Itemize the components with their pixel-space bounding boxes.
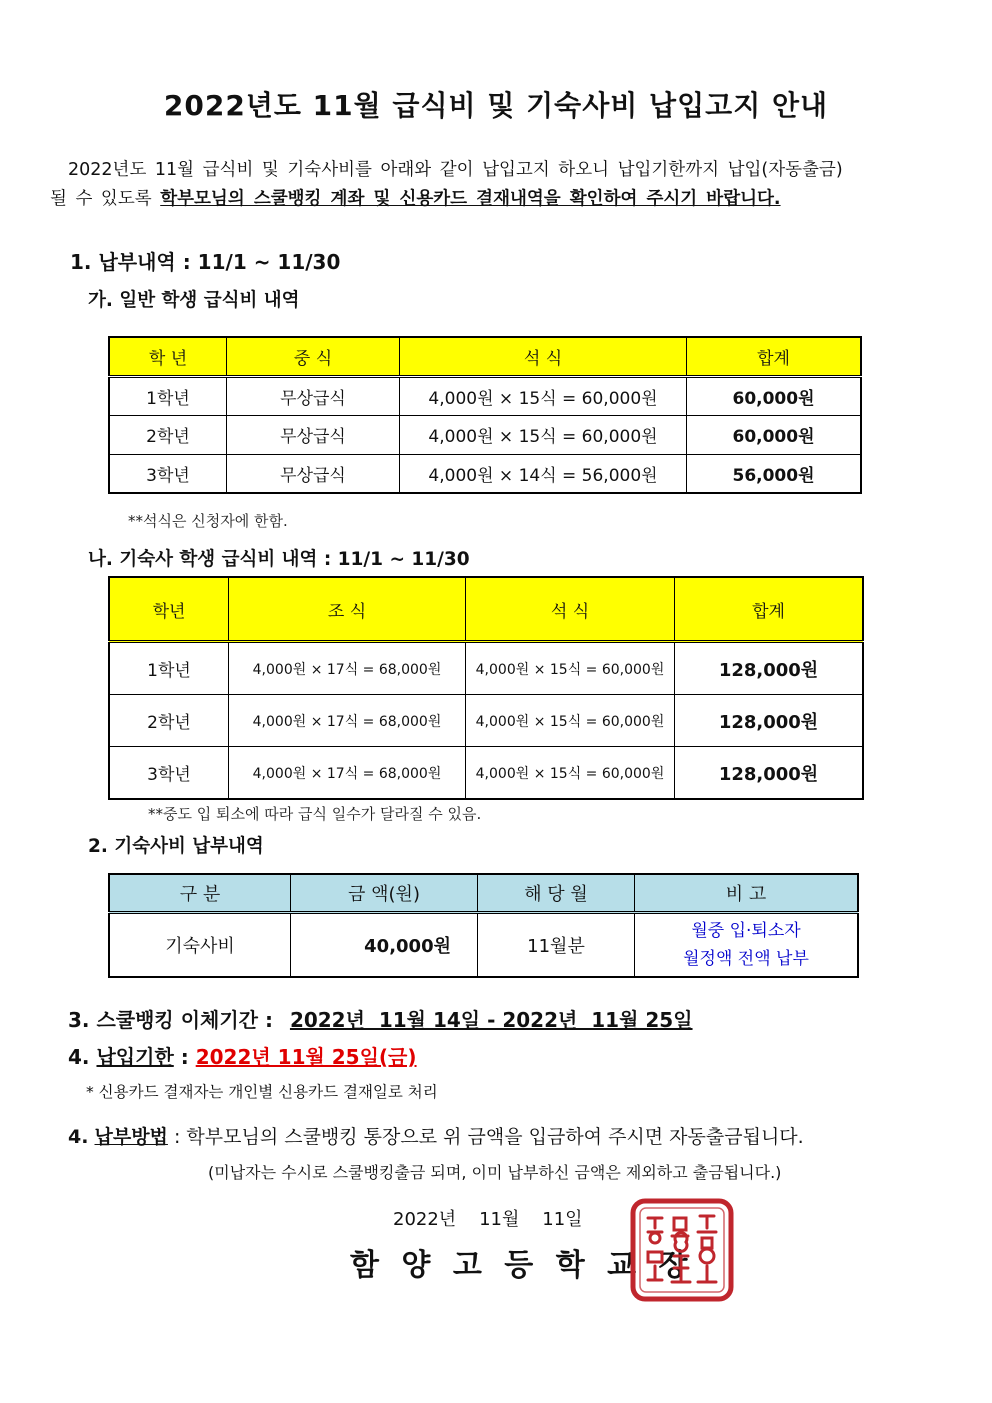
total-cell: 60,000원: [687, 415, 862, 454]
total-cell: 128,000원: [675, 642, 864, 695]
dorm-fee-table: [108, 873, 859, 978]
dinner-cell: 4,000원 × 15식 = 60,000원: [466, 642, 675, 695]
dorm-fee-header-row: [109, 874, 858, 913]
intro-line-1: 2022년도 11월 급식비 및 기숙사비를 아래와 같이 납입고지 하오니 납입기한까지 납입(자동출금): [68, 160, 843, 180]
lunch-cell: 무상급식: [227, 415, 400, 454]
header-total: 합계: [675, 577, 864, 642]
general-meal-table: [108, 336, 862, 494]
deadline-value: 2022년 11월 25일(금): [195, 1045, 417, 1069]
grade-cell: 3학년: [109, 747, 229, 800]
intro-line-2: [50, 185, 950, 214]
category-cell: 기숙사비: [109, 913, 291, 978]
header-lunch: 중 식: [227, 337, 400, 376]
lunch-cell: 무상급식: [227, 376, 400, 415]
amount-cell: 40,000원: [291, 913, 478, 978]
transfer-period-value: 2022년 11월 14일 - 2022년 11월 25일: [289, 1008, 693, 1032]
dinner-cell: 4,000원 × 15식 = 60,000원: [466, 747, 675, 800]
total-cell: 128,000원: [675, 695, 864, 747]
header-amount: 금 액(원): [291, 874, 478, 913]
transfer-period-label: 3. 스쿨뱅킹 이체기간 :: [68, 1008, 273, 1032]
total-cell: 128,000원: [675, 747, 864, 800]
header-dinner: 석 식: [466, 577, 675, 642]
card-payment-note: * 신용카드 결재자는 개인별 신용카드 결재일로 처리: [86, 1083, 438, 1101]
intro-paragraph: [50, 156, 950, 214]
remark-line-1: 월중 입·퇴소자: [691, 921, 801, 941]
document-title: 2022년도 11월 급식비 및 기숙사비 납입고지 안내: [163, 89, 829, 122]
header-total: 합계: [687, 337, 862, 376]
unpaid-note: (미납자는 수시로 스쿨뱅킹출금 되며, 이미 납부하신 금액은 제외하고 출금됩니다.): [208, 1163, 782, 1182]
month-cell: 11월분: [478, 913, 635, 978]
general-meal-header-row: [109, 337, 861, 376]
section4-line: [68, 1041, 417, 1070]
intro-line-2-prefix: 될 수 있도록: [50, 189, 161, 209]
breakfast-cell: 4,000원 × 17식 = 68,000원: [229, 642, 466, 695]
grade-cell: 1학년: [109, 642, 229, 695]
table-row: [109, 642, 863, 695]
header-grade: 학년: [109, 577, 229, 642]
dinner-cell: 4,000원 × 14식 = 56,000원: [400, 454, 687, 493]
total-cell: 60,000원: [687, 376, 862, 415]
grade-cell: 1학년: [109, 376, 227, 415]
dorm-meal-table: [108, 576, 864, 800]
grade-cell: 2학년: [109, 695, 229, 747]
header-dinner: 석 식: [400, 337, 687, 376]
section1-sub-a: 가. 일반 학생 급식비 내역: [88, 290, 300, 311]
dinner-cell: 4,000원 × 15식 = 60,000원: [466, 695, 675, 747]
dinner-cell: 4,000원 × 15식 = 60,000원: [400, 415, 687, 454]
section5-line: [68, 1122, 804, 1149]
header-remark: 비 고: [635, 874, 859, 913]
table-row: [109, 747, 863, 800]
table-row: [109, 454, 861, 493]
section2-heading: 2. 기숙사비 납부내역: [88, 836, 264, 857]
remark-cell: [635, 913, 859, 978]
section3-line: [68, 1004, 693, 1033]
school-seal-stamp: [628, 1196, 736, 1304]
note-meal-days: **중도 입 퇴소에 따라 급식 일수가 달라질 수 있음.: [148, 805, 482, 823]
table-row: [109, 415, 861, 454]
issue-date: 2022년 11월 11일: [393, 1209, 583, 1230]
section1-sub-b: 나. 기숙사 학생 급식비 내역 : 11/1 ~ 11/30: [88, 549, 470, 570]
method-number: 4.: [68, 1126, 89, 1148]
method-label: 납부방법: [94, 1126, 168, 1148]
section1-heading: 1. 납부내역 : 11/1 ~ 11/30: [70, 250, 341, 274]
breakfast-cell: 4,000원 × 17식 = 68,000원: [229, 747, 466, 800]
intro-line-2-emphasis: 학부모님의 스쿨뱅킹 계좌 및 신용카드 결재내역을 확인하여 주시기 바랍니다.: [160, 189, 781, 209]
grade-cell: 2학년: [109, 415, 227, 454]
dorm-meal-header-row: [109, 577, 863, 642]
header-category: 구 분: [109, 874, 291, 913]
grade-cell: 3학년: [109, 454, 227, 493]
dinner-cell: 4,000원 × 15식 = 60,000원: [400, 376, 687, 415]
method-text: : 학부모님의 스쿨뱅킹 통장으로 위 금액을 입금하여 주시면 자동출금됩니다.: [167, 1126, 804, 1148]
principal-signature: 함 양 고 등 학 교 장: [350, 1248, 694, 1283]
table-row: [109, 913, 858, 978]
total-cell: 56,000원: [687, 454, 862, 493]
header-grade: 학 년: [109, 337, 227, 376]
lunch-cell: 무상급식: [227, 454, 400, 493]
table-row: [109, 695, 863, 747]
breakfast-cell: 4,000원 × 17식 = 68,000원: [229, 695, 466, 747]
deadline-label: 납입기한: [96, 1045, 174, 1069]
deadline-number: 4.: [68, 1045, 90, 1069]
table-row: [109, 376, 861, 415]
deadline-colon: :: [173, 1045, 196, 1069]
note-dinner-applicants: **석식은 신청자에 한함.: [128, 512, 288, 530]
remark-line-2: 월정액 전액 납부: [683, 949, 809, 969]
header-month: 해 당 월: [478, 874, 635, 913]
header-breakfast: 조 식: [229, 577, 466, 642]
